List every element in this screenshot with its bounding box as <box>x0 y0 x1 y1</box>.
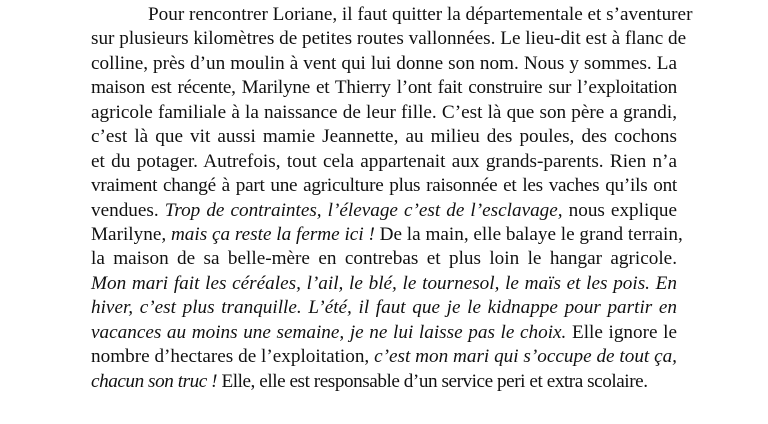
body-paragraph <box>91 3 693 394</box>
document-page <box>91 3 693 394</box>
text-line-14 <box>91 321 677 345</box>
text-line-8: vraiment changé à part une agriculture plus raisonnée et les vaches qu’ils ont <box>91 175 677 197</box>
text-line-13: hiver, c’est plus tranquille. L’été, il faut que je le kidnappe pour partir en <box>91 297 677 319</box>
text-line-5: agricole familiale à la naissance de leur fille. C’est là que son père a grandi, <box>91 101 677 123</box>
quote-italic: , mais ça reste la ferme ici ! <box>161 223 375 245</box>
text-line-4: maison est récente, Marilyne et Thierry l’ont fait construire sur l’exploitation <box>91 77 677 99</box>
text-run: De la main, elle balaye le grand terrain, <box>374 223 683 245</box>
text-line-15 <box>91 345 677 369</box>
text-line-9 <box>91 199 677 223</box>
text-run: nous explique <box>562 199 678 221</box>
text-line-6: c’est là que vit aussi mamie Jeannette, au milieu des poules, des cochons <box>91 126 677 148</box>
text-line-2: sur plusieurs kilomètres de petites routes vallonnées. Le lieu-dit est à flanc de <box>91 28 687 50</box>
text-line-12: Mon mari fait les céréales, l’ail, le blé, le tournesol, le maïs et les pois. En <box>91 272 677 294</box>
text-line-11: la maison de sa belle-mère en contrebas et plus loin le hangar agricole. <box>91 248 677 270</box>
text-line-7: et du potager. Autrefois, tout cela appartenait aux grands-parents. Rien n’a <box>91 150 677 172</box>
quote-italic: vacances au moins une semaine, je ne lui laisse pas le choix. <box>91 321 567 343</box>
text-run: Marilyne <box>91 223 162 245</box>
text-line-3: colline, près d’un moulin à vent qui lui donne son nom. Nous y sommes. La <box>91 52 677 74</box>
quote-italic: chacun son truc ! <box>91 370 218 392</box>
text-line-16 <box>91 370 677 394</box>
text-run: Elle ignore le <box>566 321 677 343</box>
text-line-1: Pour rencontrer Loriane, il faut quitter la départementale et s’aventurer <box>148 4 693 25</box>
quote-italic: Trop de contraintes, l’élevage c’est de l’esclavage, <box>164 199 563 221</box>
text-run: nombre d’hectares de l’exploitation, <box>91 346 375 368</box>
quote-italic: c’est mon mari qui s’occupe de tout ça, <box>374 346 677 368</box>
text-run: vendues. <box>91 199 165 221</box>
text-run: Elle, elle est responsable d’un service peri et extra scolaire. <box>217 370 648 392</box>
text-line-10 <box>91 223 683 247</box>
